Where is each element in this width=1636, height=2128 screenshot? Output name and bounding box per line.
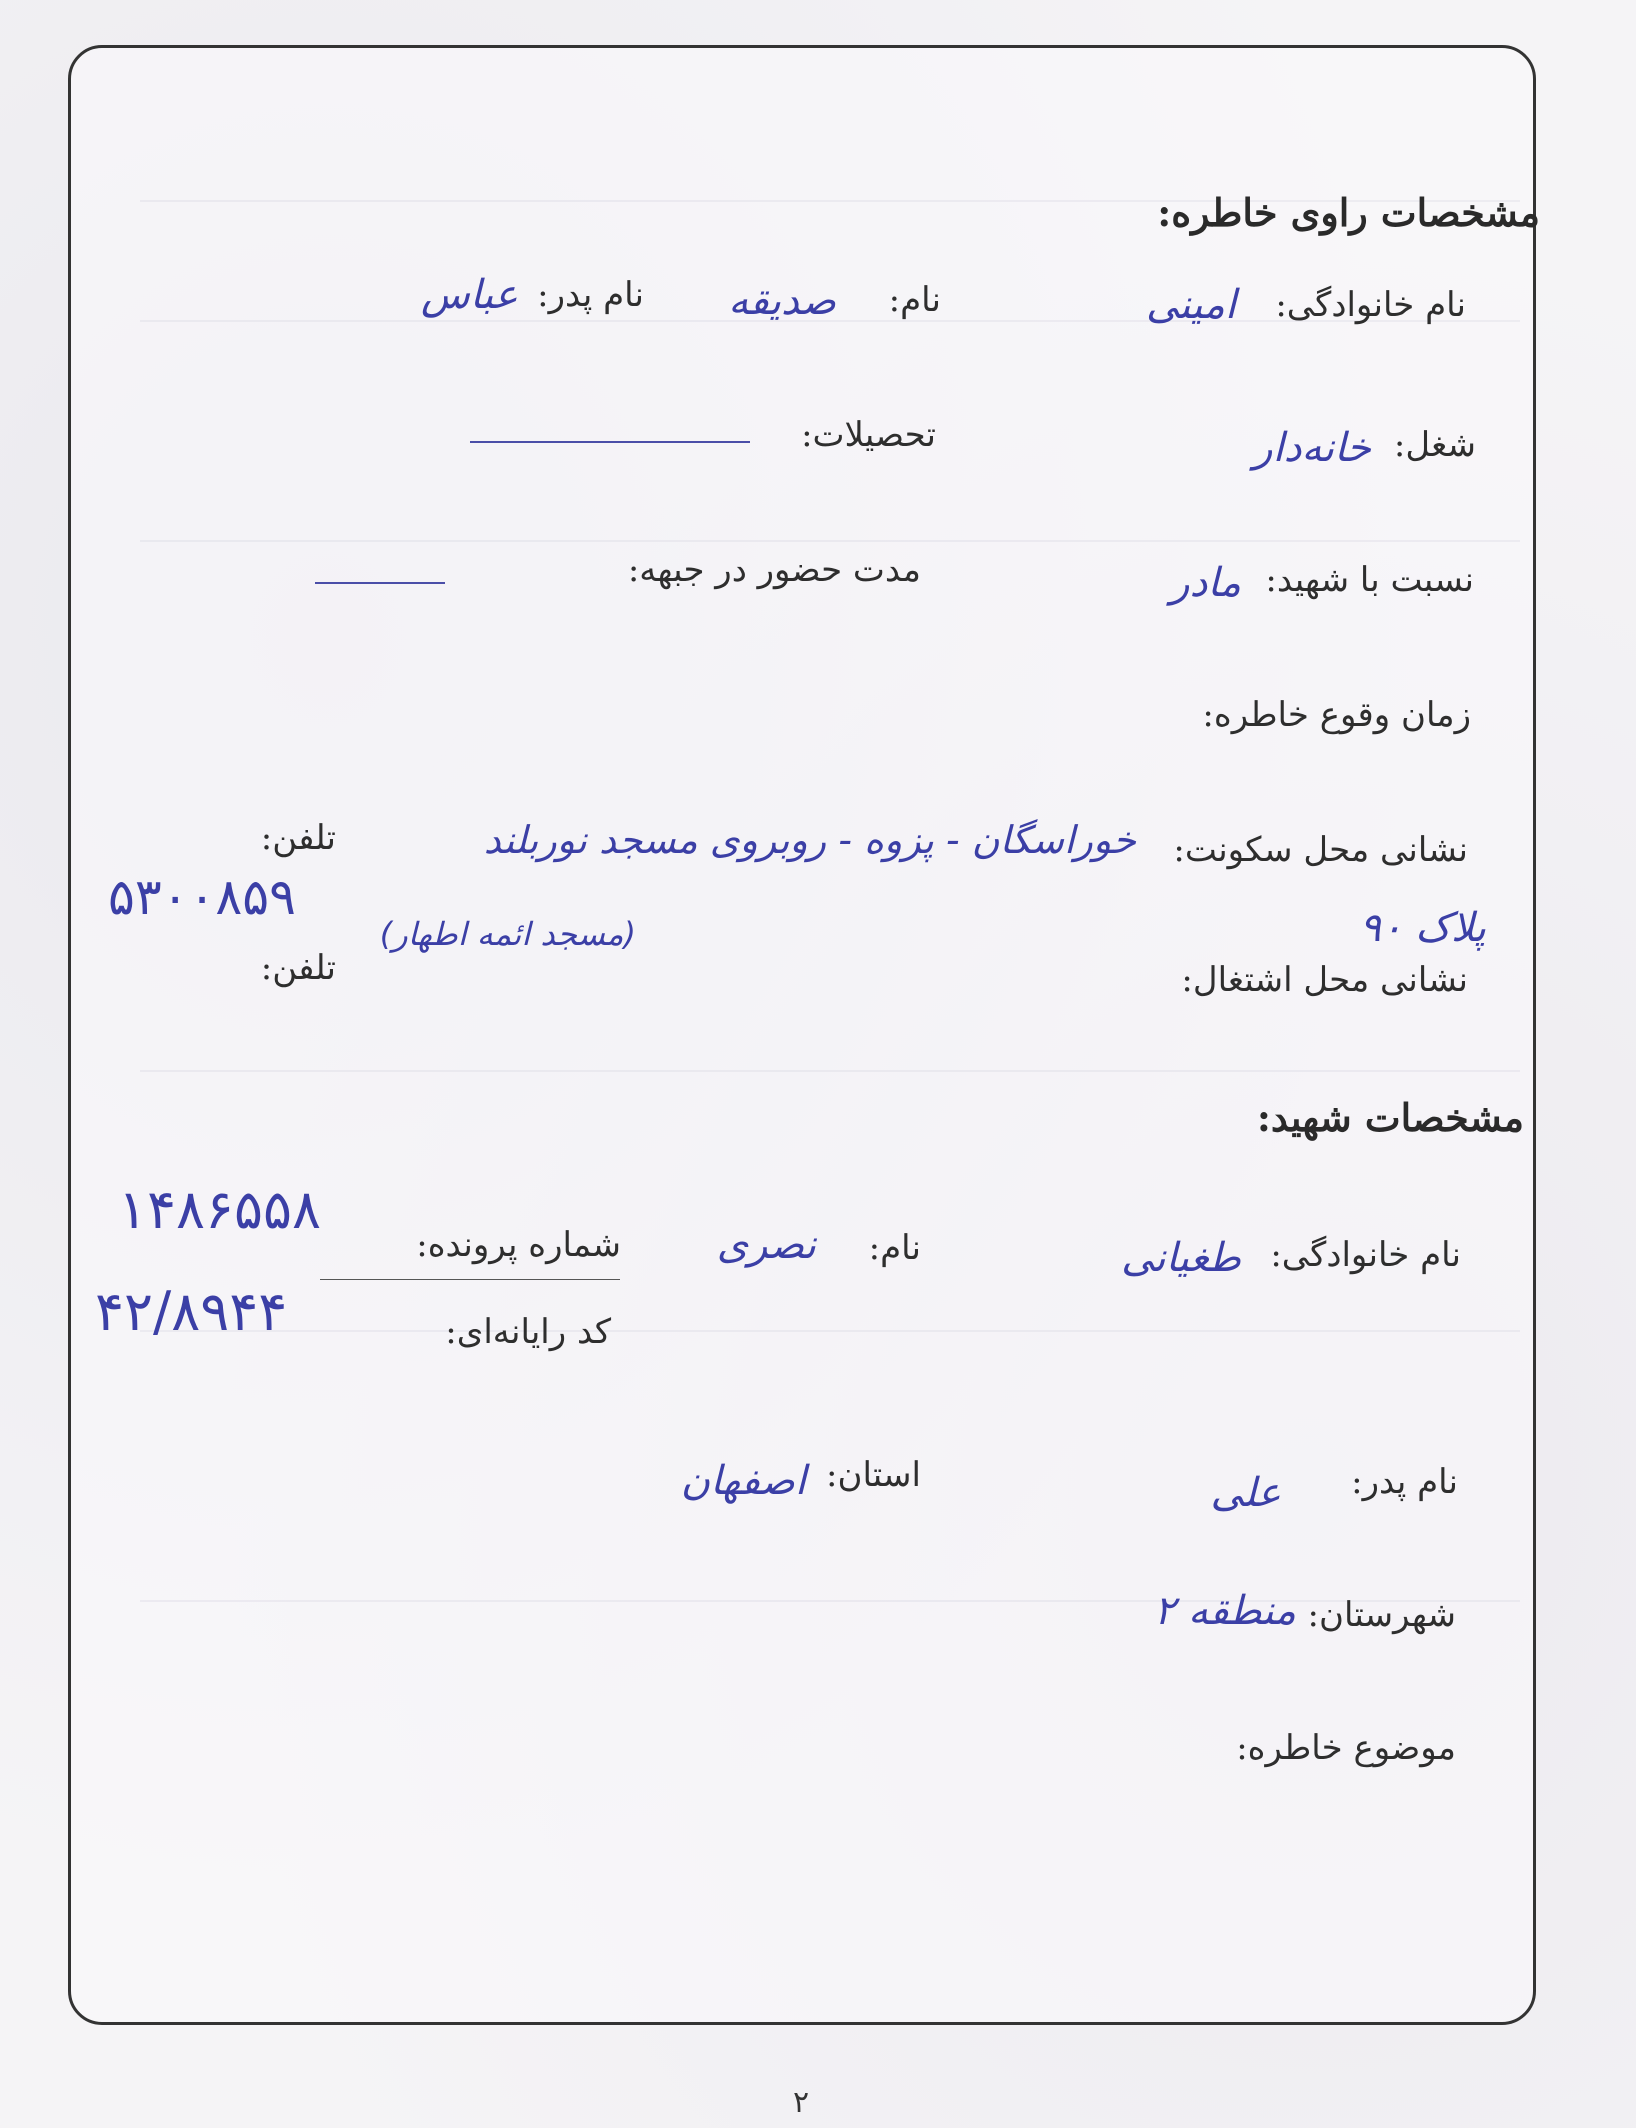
narrator-phone-value: ۵۳۰۰۸۵۹ bbox=[108, 868, 296, 926]
narrator-job-label: شغل: bbox=[1393, 425, 1476, 465]
narrator-family-name-value: امینی bbox=[1145, 282, 1236, 328]
martyr-province-value: اصفهان bbox=[680, 1458, 806, 1504]
martyr-file-number-value: ۱۴۸۶۵۵۸ bbox=[118, 1178, 322, 1241]
bleed-line bbox=[140, 540, 1520, 542]
narrator-home-address-plate: پلاک ۹۰ bbox=[1359, 905, 1486, 951]
narrator-relation-value: مادر bbox=[1170, 560, 1241, 606]
narrator-education-label: تحصیلات: bbox=[801, 415, 936, 455]
narrator-home-address-value: خوراسگان - پزوه - روبروی مسجد نوربلند bbox=[483, 818, 1136, 862]
martyr-city-value: منطقه ۲ bbox=[1153, 1588, 1296, 1634]
narrator-job-value: خانه‌دار bbox=[1253, 425, 1371, 471]
narrator-family-name-label: نام خانوادگی: bbox=[1275, 285, 1466, 325]
martyr-city-label: شهرستان: bbox=[1307, 1595, 1456, 1635]
martyr-family-name-label: نام خانوادگی: bbox=[1270, 1235, 1461, 1275]
martyr-file-number-label: شماره پرونده: bbox=[416, 1225, 621, 1265]
narrator-father-name-value: عباس bbox=[421, 272, 518, 318]
narrator-first-name-label: نام: bbox=[888, 280, 941, 320]
martyr-father-name-value: علی bbox=[1210, 1470, 1281, 1516]
narrator-work-phone-label: تلفن: bbox=[260, 948, 336, 988]
file-number-underline bbox=[320, 1279, 620, 1280]
narrator-father-name-label: نام پدر: bbox=[537, 275, 644, 315]
martyr-computer-code-value: ۴۲/۸۹۴۴ bbox=[95, 1280, 288, 1343]
education-blank-dash bbox=[470, 441, 750, 443]
front-duration-blank-dash bbox=[315, 582, 445, 584]
narrator-phone-label: تلفن: bbox=[260, 818, 336, 858]
martyr-first-name-value: نصری bbox=[716, 1222, 816, 1268]
martyr-province-label: استان: bbox=[826, 1455, 921, 1495]
martyr-heading: مشخصات شهید: bbox=[1256, 1095, 1524, 1140]
narrator-work-address-label: نشانی محل اشتغال: bbox=[1181, 960, 1468, 1000]
narrator-memory-time-label: زمان وقوع خاطره: bbox=[1202, 695, 1471, 735]
page-number: ۲ bbox=[793, 2085, 810, 2120]
martyr-first-name-label: نام: bbox=[868, 1228, 921, 1268]
martyr-computer-code-label: کد رایانه‌ای: bbox=[445, 1312, 611, 1352]
narrator-first-name-value: صدیقه bbox=[728, 278, 836, 324]
martyr-father-name-label: نام پدر: bbox=[1351, 1462, 1458, 1502]
narrator-relation-label: نسبت با شهید: bbox=[1265, 560, 1474, 600]
narrator-home-address-value-2: (مسجد ائمه اطهار) bbox=[379, 915, 636, 953]
bleed-line bbox=[140, 1070, 1520, 1072]
narrator-heading: مشخصات راوی خاطره: bbox=[1157, 190, 1540, 235]
martyr-family-name-value: طغیانی bbox=[1121, 1235, 1241, 1281]
martyr-memory-subject-label: موضوع خاطره: bbox=[1236, 1728, 1456, 1768]
bleed-line bbox=[140, 1330, 1520, 1332]
narrator-home-address-label: نشانی محل سکونت: bbox=[1173, 830, 1468, 870]
narrator-front-duration-label: مدت حضور در جبهه: bbox=[627, 550, 921, 590]
